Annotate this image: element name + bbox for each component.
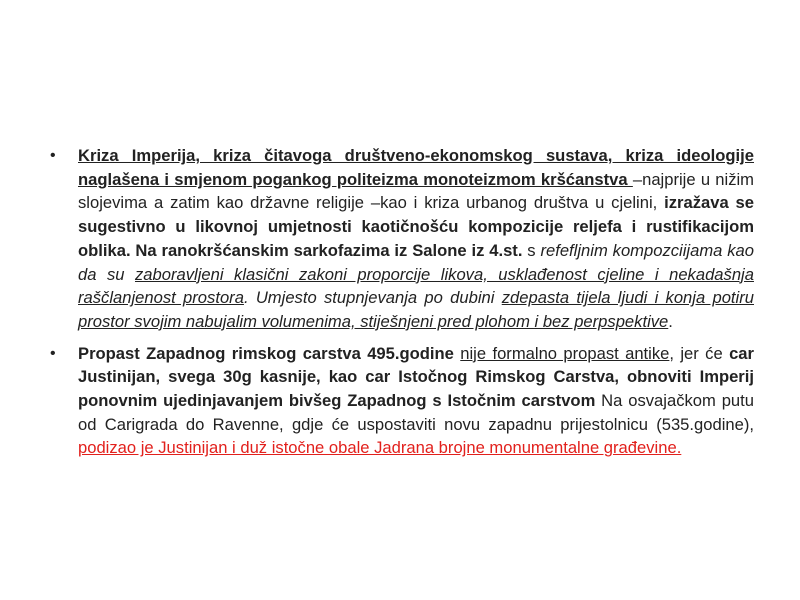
bullet-item-2 (48, 342, 754, 461)
bullet-item-1 (48, 144, 754, 334)
italic-underlined-text: zaboravljeni klasični zakoni proporcije likova, usklađenost cjeline i nekadašnja raščlanjenost prostora (78, 264, 754, 308)
body-text: –najprije u nižim slojevima a zatim kao državne religije –kao i kriza urbanog društva u cjelini, (78, 169, 755, 213)
bold-underlined-text: Kriza Imperija, kriza čitavoga društveno-ekonomskog sustava, kriza ideologije naglašena i smjenom pogankog politeizma monoteizmom kršćanstva (78, 146, 754, 189)
red-underlined-text: podizao je Justinijan i duž istočne obale Jadrana brojne monumentalne građevine. (78, 438, 682, 458)
bold-text: car Justinijan, svega 30g kasnije, kao car Istočnog Rimskog Carstva, obnoviti Imperij ponovnim ujedinjavanjem bivšeg Zapadnog s Istočnim carstvom (78, 343, 754, 411)
body-text: , jer će (669, 343, 730, 363)
italic-text: refefljnim kompozciijama kao da su (78, 240, 754, 284)
body-text: Na osvajačkom putu od Carigrada do Ravenne, gdje će uspostaviti novu zapadnu prijestolnicu (535.godine), (78, 391, 754, 434)
italic-underlined-text: zdepasta tijela ljudi i konja potiru prostor svojim nabujalim volumenima, stiješnjeni pred plohom i bez perpspektive (78, 288, 754, 331)
bullet-list (48, 144, 754, 468)
italic-text: . Umjesto stupnjevanja po dubini (243, 288, 502, 308)
bold-text: izražava se sugestivno u likovnoj umjetnosti kaotičnošću kompozicije reljefa i rustifikacijom oblika. Na ranokršćanskim sarkofazima iz Salone iz 4.st. (78, 193, 754, 260)
underlined-text: nije formalno propast antike (460, 343, 670, 363)
bold-text: Propast Zapadnog rimskog carstva 495.godine (78, 343, 454, 363)
body-text: . (668, 311, 673, 331)
body-text: s (522, 240, 541, 260)
